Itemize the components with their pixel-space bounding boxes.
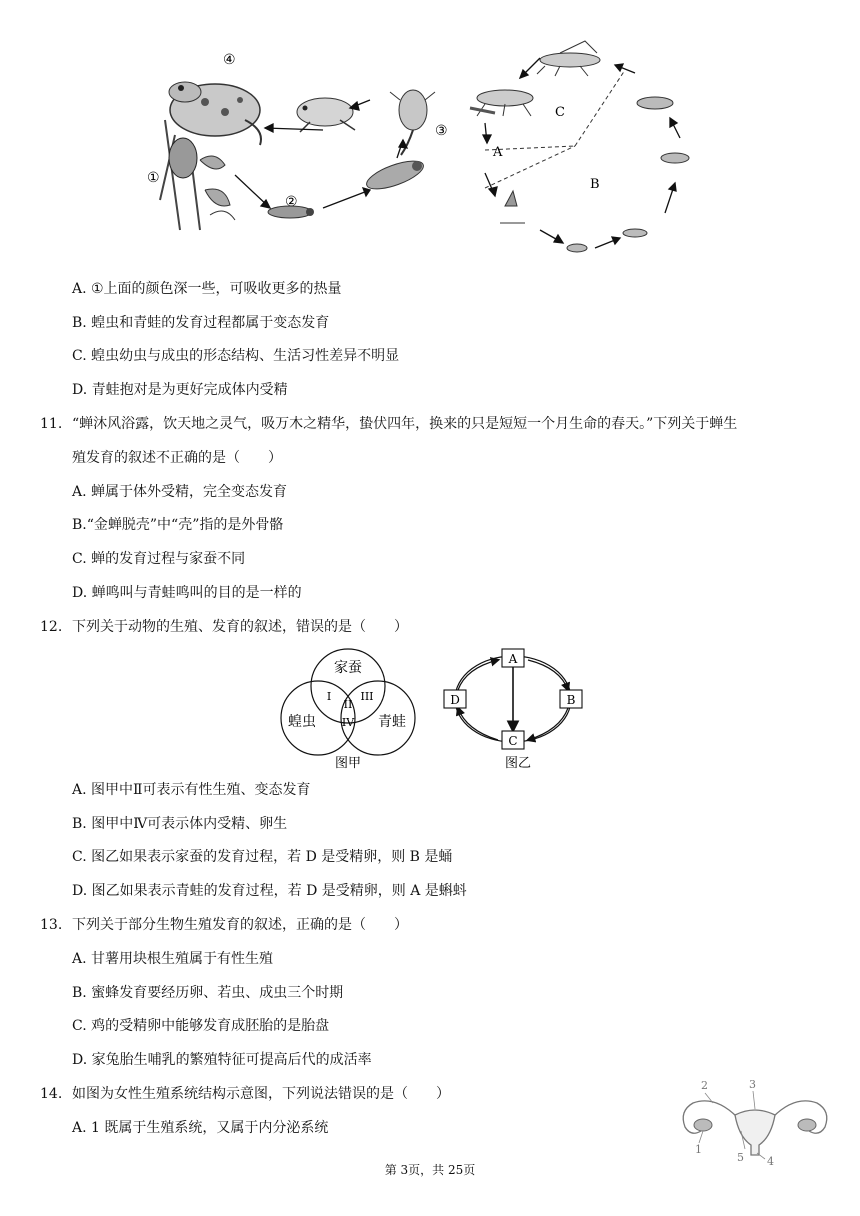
venn-region-4: IV — [341, 716, 355, 729]
frog-life-cycle-figure — [145, 40, 465, 235]
young-frog — [297, 98, 355, 132]
q11-number: 11. — [40, 416, 63, 432]
locust-arrows — [483, 58, 680, 248]
venn-region-3: III — [360, 690, 374, 703]
q13-option-b: B. 蜜蜂发育要经历卵、若虫、成虫三个时期 — [72, 985, 344, 1001]
ovary-right — [798, 1119, 816, 1131]
frog-label-3: ③ — [435, 123, 448, 139]
ovary-left — [694, 1119, 712, 1131]
frog-eggs-plant — [160, 120, 235, 230]
q12-option-c: C. 图乙如果表示家蚕的发育过程，若 D 是受精卵，则 B 是蛹 — [72, 849, 453, 865]
froglet-with-tail — [390, 90, 435, 155]
repro-label-4: 4 — [767, 1155, 774, 1168]
q13-option-a: A. 甘薯用块根生殖属于有性生殖 — [72, 951, 274, 967]
tadpole-large — [363, 155, 426, 194]
locust-label-c: C — [555, 105, 565, 120]
q12-text: 下列关于动物的生殖、发育的叙述，错误的是（ ） — [72, 619, 408, 635]
repro-label-3: 3 — [749, 1078, 756, 1091]
q10-option-d: D. 青蛙抱对是为更好完成体内受精 — [72, 382, 288, 398]
q10-option-c: C. 蝗虫幼虫与成虫的形态结构、生活习性差异不明显 — [72, 348, 400, 364]
venn-set-locust: 蝗虫 — [288, 714, 316, 730]
nymph-4 — [637, 97, 673, 109]
cycle-node-d: D — [450, 693, 460, 707]
female-reproductive-system-figure — [675, 1075, 835, 1170]
q13-option-d: D. 家兔胎生哺乳的繁殖特征可提高后代的成活率 — [72, 1052, 372, 1068]
q10-option-b: B. 蝗虫和青蛙的发育过程都属于变态发育 — [72, 315, 330, 331]
stage-dividers — [485, 70, 625, 188]
q14-text: 如图为女性生殖系统结构示意图，下列说法错误的是（ ） — [72, 1086, 450, 1102]
cycle-caption: 图乙 — [504, 756, 532, 771]
venn-caption: 图甲 — [334, 756, 362, 771]
frog-label-2: ② — [285, 194, 298, 210]
repro-label-1: 1 — [695, 1143, 702, 1156]
q12-option-d: D. 图乙如果表示青蛙的发育过程，若 D 是受精卵，则 A 是蝌蚪 — [72, 883, 467, 899]
q14-option-a: A. 1 既属于生殖系统，又属于内分泌系统 — [72, 1120, 329, 1136]
adult-frog — [169, 82, 261, 145]
venn-set-frog: 青蛙 — [378, 714, 406, 730]
locust-label-a: A — [493, 145, 503, 160]
q11-option-c: C. 蝉的发育过程与家蚕不同 — [72, 551, 246, 567]
nymph-3 — [661, 153, 689, 163]
adult-locust-left — [470, 90, 533, 116]
page-footer: 第 3页，共 25页 — [384, 1163, 476, 1177]
locust-life-cycle-figure — [465, 38, 725, 263]
cycle-node-a: A — [508, 652, 518, 666]
repro-label-5: 5 — [737, 1151, 744, 1164]
cycle-diagram — [440, 646, 600, 771]
q11-option-d: D. 蝉鸣叫与青蛙鸣叫的目的是一样的 — [72, 585, 302, 601]
q13-number: 13. — [40, 917, 63, 933]
nymph-1 — [567, 244, 587, 252]
frog-label-1: ① — [147, 170, 160, 186]
cycle-node-b: B — [566, 693, 576, 707]
repro-label-2: 2 — [701, 1079, 708, 1092]
eggs-in-soil — [500, 191, 525, 223]
q11-text-line2: 殖发育的叙述不正确的是（ ） — [72, 450, 282, 466]
q11-option-b: B.“金蝉脱壳”中“壳”指的是外骨骼 — [72, 517, 284, 533]
nymph-2 — [623, 229, 647, 237]
venn-region-2: II — [343, 698, 353, 711]
q10-option-a: A. ①上面的颜色深一些，可吸收更多的热量 — [72, 281, 342, 297]
venn-diagram — [268, 646, 428, 771]
q13-option-c: C. 鸡的受精卵中能够发育成胚胎的是胎盘 — [72, 1018, 330, 1034]
q14-number: 14. — [40, 1086, 63, 1102]
q12-number: 12. — [40, 619, 63, 635]
q11-option-a: A. 蝉属于体外受精，完全变态发育 — [72, 484, 288, 500]
cycle-node-c: C — [508, 734, 518, 748]
locust-label-b: B — [590, 177, 600, 192]
venn-set-silkworm: 家蚕 — [334, 660, 362, 676]
venn-region-1: I — [326, 690, 332, 703]
frog-label-4: ④ — [223, 52, 236, 68]
q12-option-a: A. 图甲中Ⅱ可表示有性生殖、变态发育 — [72, 782, 311, 798]
q12-option-b: B. 图甲中Ⅳ可表示体内受精、卵生 — [72, 816, 288, 832]
adult-locust-top — [537, 41, 600, 76]
q11-text-line1: “蝉沐风浴露，饮天地之灵气，吸万木之精华，蛰伏四年，换来的只是短短一个月生命的春天。”下列关于蝉生 — [72, 416, 738, 432]
q13-text: 下列关于部分生物生殖发育的叙述，正确的是（ ） — [72, 917, 408, 933]
